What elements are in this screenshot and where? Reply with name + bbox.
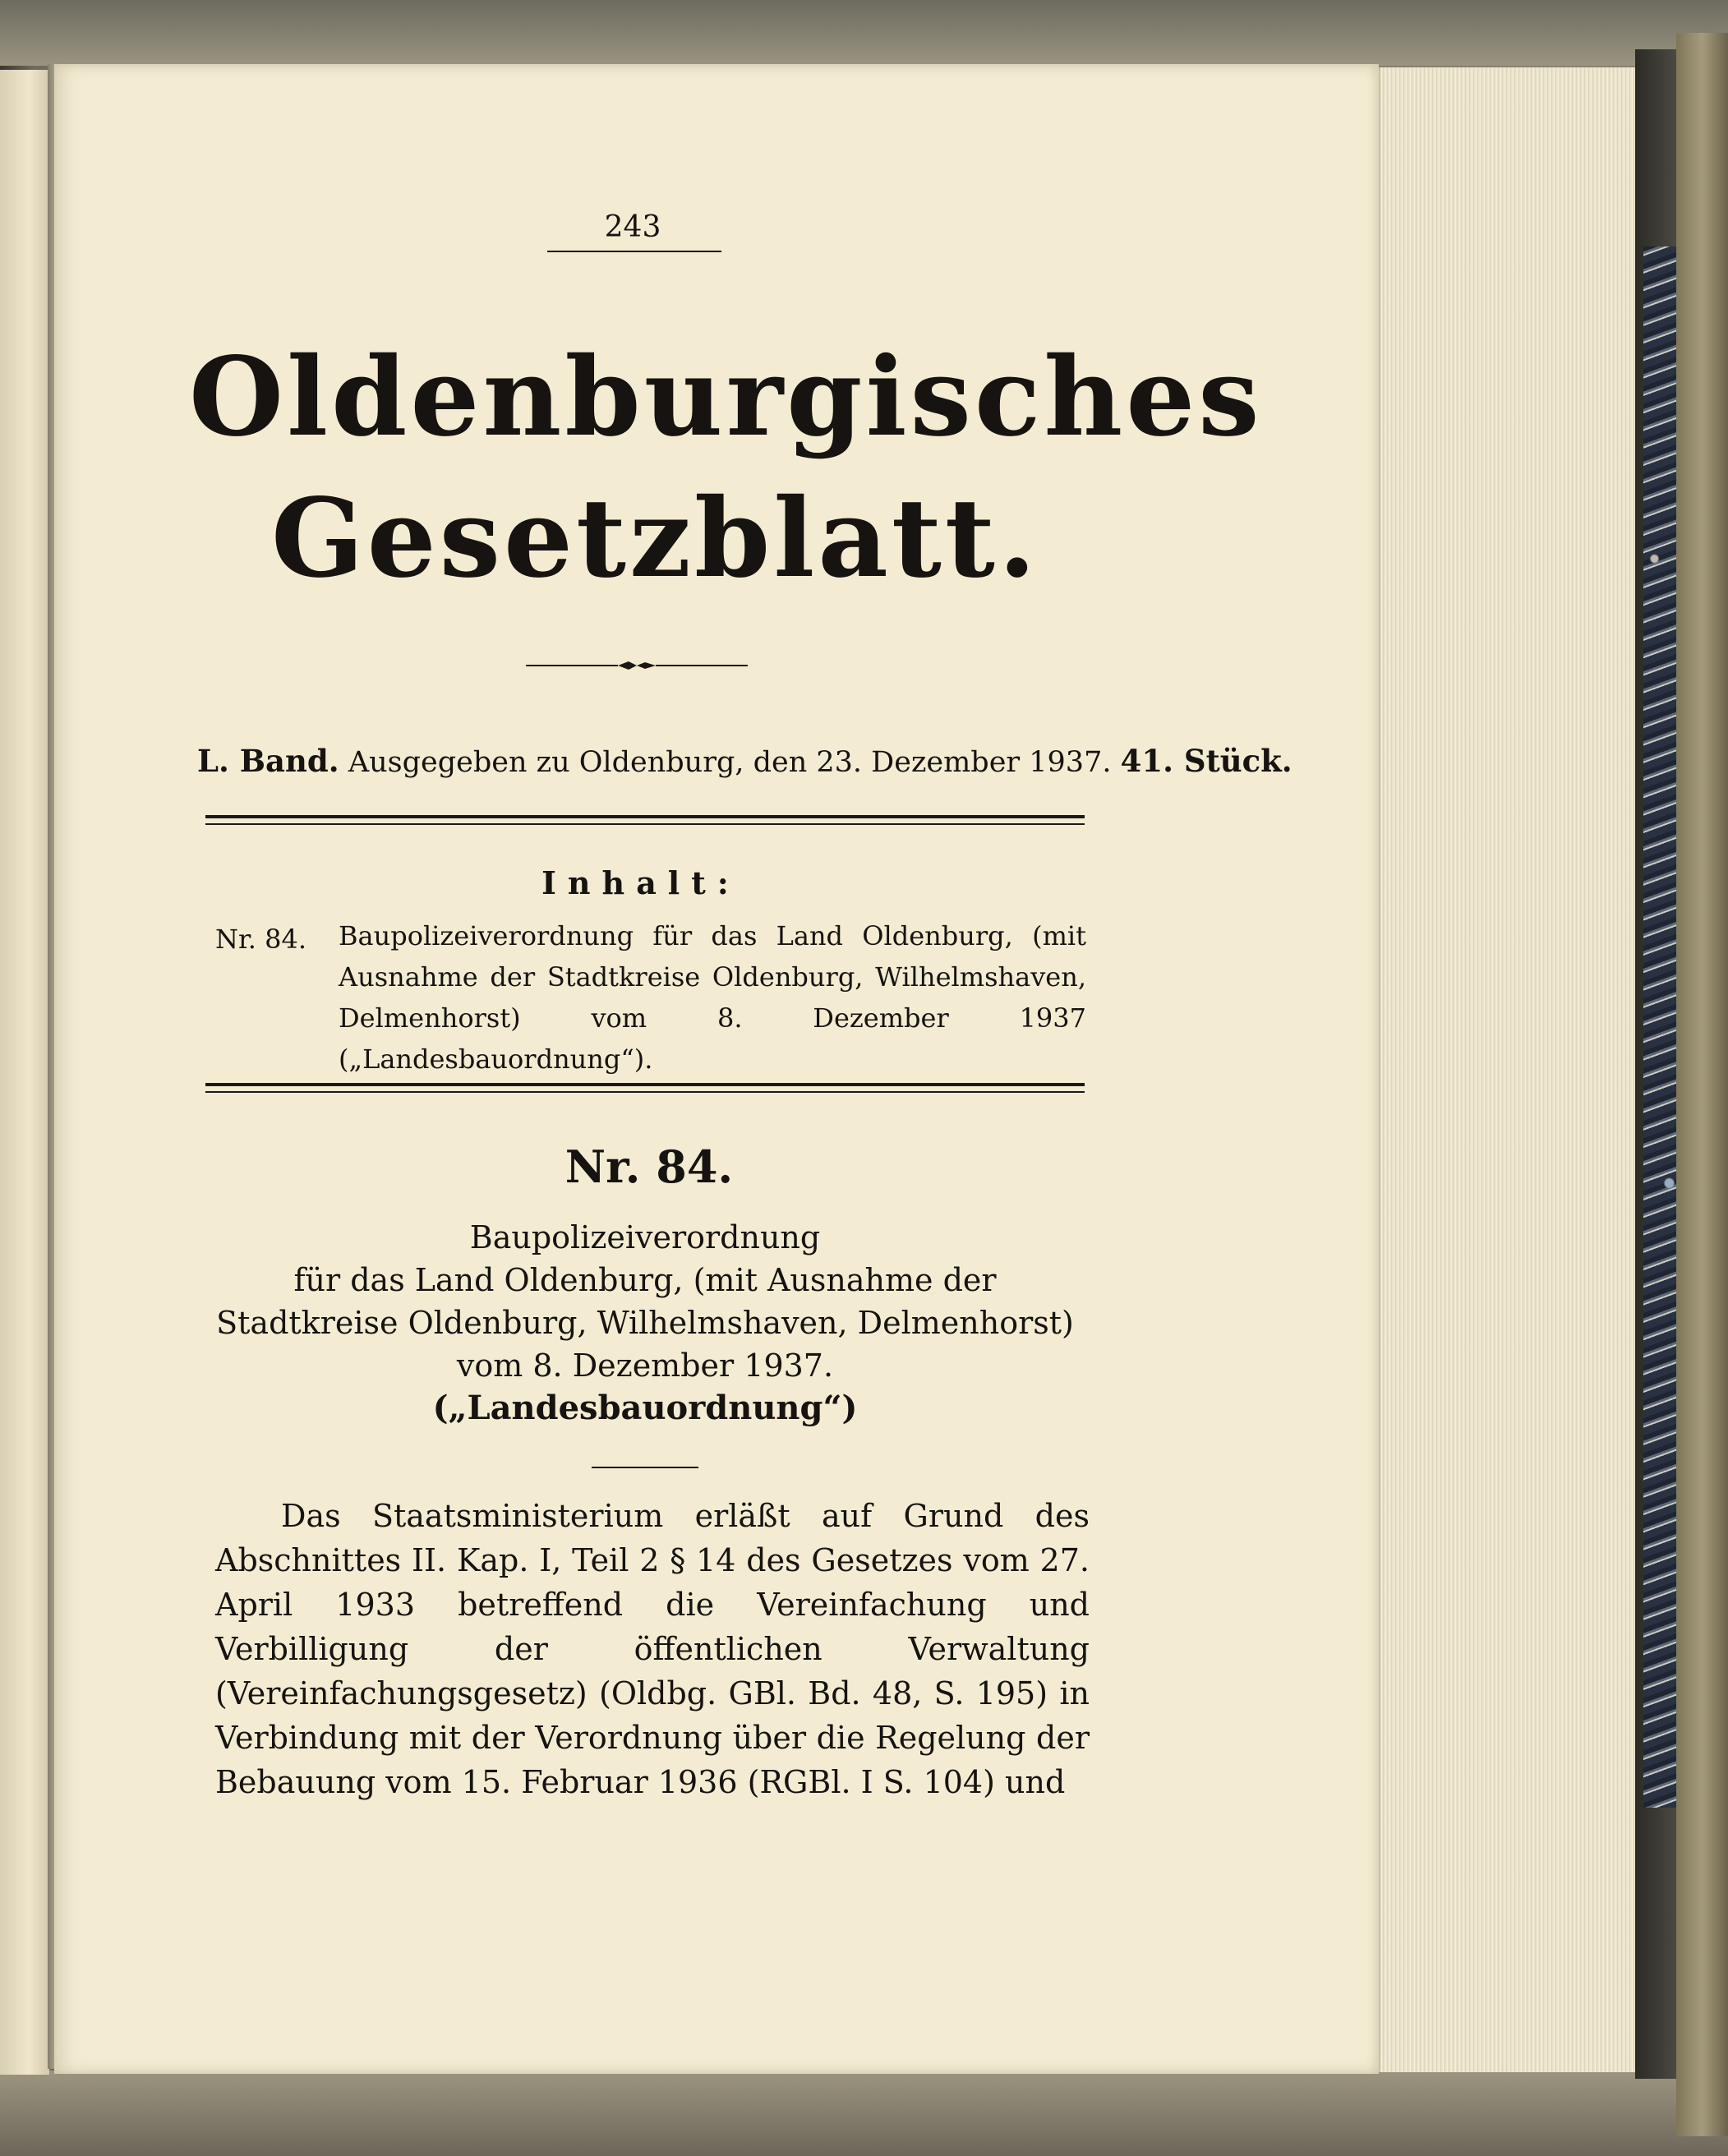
double-rule-bottom xyxy=(205,1083,1085,1093)
ordinance-title-line: für das Land Oldenburg, (mit Ausnahme der xyxy=(293,1262,997,1298)
page-number-rule xyxy=(547,251,721,252)
double-rule-top xyxy=(205,815,1085,825)
ordinance-body-text: Das Staatsministerium erläßt auf Grund des Abschnittes II. Kap. I, Teil 2 § 14 des Gesetzes vom 27. April 1933 betreffend die Vereinfachung und Verbilligung der öffentlichen Verwaltung (Vereinfachungsgesetz) (Oldbg. GBl. Bd. 48, S. 195) in Verbindung mit der Verordnung über die Regelung der Bebauung vom 15. Februar 1936 (RGBl. I S. 104) und xyxy=(215,1498,1090,1800)
section-rule xyxy=(592,1467,698,1468)
masthead-title-line-2: Gesetzblatt. xyxy=(271,475,1039,602)
masthead-title-line-1: Oldenburgisches xyxy=(189,334,1263,461)
marbled-endpaper xyxy=(1643,246,1680,1808)
ordinance-title-line: Baupolizeiverordnung xyxy=(469,1219,821,1255)
ordinance-short-title: („Landesbauordnung“) xyxy=(432,1389,858,1427)
left-page-edge xyxy=(0,70,49,2075)
page-block-edges xyxy=(1379,67,1637,2072)
ordinance-number: Nr. 84. xyxy=(564,1140,734,1193)
book-cover-top xyxy=(0,0,1728,66)
ordinance-title-line: vom 8. Dezember 1937. xyxy=(456,1348,834,1384)
ordinance-title-line: Stadtkreise Oldenburg, Wilhelmshaven, Delmenhorst) xyxy=(216,1305,1074,1341)
ordinance-title xyxy=(205,1216,1085,1430)
piece-number: 41. Stück. xyxy=(1120,743,1293,779)
page-number: 243 xyxy=(604,210,661,244)
issue-line xyxy=(197,743,1293,779)
ornament-divider xyxy=(526,657,748,674)
contents-heading: Inhalt: xyxy=(541,864,740,901)
issue-date: Ausgegeben zu Oldenburg, den 23. Dezember 1937. xyxy=(348,746,1112,779)
contents-entry-text: Baupolizeiverordnung für das Land Oldenburg, (mit Ausnahme der Stadtkreise Oldenburg, Wilhelmshaven, Delmenhorst) vom 8. Dezember 1937 („Landesbauordnung“). xyxy=(339,920,1086,1075)
contents-entry-number: Nr. 84. xyxy=(215,924,307,955)
volume-label: L. Band. xyxy=(197,743,339,779)
book-cover-bottom xyxy=(0,2071,1728,2156)
book-binding-edge xyxy=(1676,33,1728,2136)
